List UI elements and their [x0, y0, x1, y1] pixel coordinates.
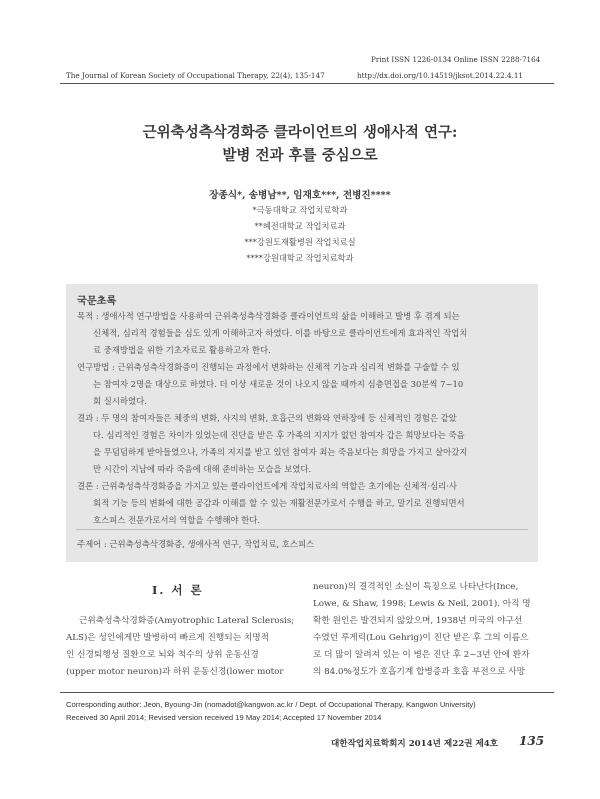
page-number: 135	[519, 734, 545, 748]
journal-footer: 대한작업치료학회지 2014년 제22권 제4호	[331, 739, 499, 749]
affiliation-2: **혜전대학교 작업치료과	[254, 221, 346, 231]
body-text-line: 수였던 루게릭(Lou Gehrig)이 진단 받은 후 그의 이름으	[313, 633, 529, 643]
body-text-line: 확한 원인은 발견되지 않았으며, 1938년 미국의 야구선	[313, 616, 523, 626]
author-list: 장종식*, 송병남**, 임재호***, 전병진****	[209, 190, 391, 201]
abstract-line: 결과 : 두 명의 참여자들은 체중의 변화, 사지의 변화, 호흡근의 변화와 연하장애 등 신체적인 경험은 같았	[77, 413, 457, 423]
abstract-line: 연구방법 : 근위축성측삭경화증이 진행되는 과정에서 변화하는 신체적 기능과 심리적 변화를 구술할 수 있	[77, 362, 460, 372]
corresponding-author: Corresponding author: Jeon, Byoung-Jin (nomadot@kangwon.ac.kr / Dept. of Occupational Therapy, Kangwon University)	[66, 700, 476, 709]
abstract-line: 회 실시하였다.	[93, 396, 147, 406]
received-dates: Received 30 April 2014; Revised version received 19 May 2014; Accepted 17 November 2014	[66, 713, 382, 722]
body-text-line: 로 더 많이 알려져 있는 이 병은 진단 후 2~3년 안에 환자	[313, 650, 530, 660]
abstract-heading: 국문초록	[77, 295, 117, 307]
abstract-line: 는 참여자 2명을 대상으로 하였다. 더 이상 새로운 것이 나오지 않을 때까지 심층면접을 30분씩 7~10	[93, 379, 464, 389]
body-text-line: Lowe, & Shaw, 1998; Lewis & Neil, 2001). 아직 명	[313, 599, 531, 609]
abstract-line: 만 시간이 지남에 따라 죽음에 대해 준비하는 모습을 보였다.	[93, 464, 312, 474]
abstract-line: 결론 : 근위축성측삭경화증을 가지고 있는 클라이언트에게 작업치료사의 역할은 초기에는 신체적·심리·사	[77, 481, 457, 491]
body-text-line: 인 신경퇴행성 질환으로 뇌와 척수의 상위 운동신경	[66, 650, 259, 660]
abstract-line: 회적 기능 등의 변화에 대한 공감과 이해를 할 수 있는 재활전문가로서 수행을 하고, 말기로 진행되면서	[93, 498, 465, 508]
body-text-line: 근위축성측삭경화증(Amyotrophic Lateral Sclerosis;	[79, 616, 295, 626]
body-text-line: (upper motor neuron)과 하위 운동신경(lower motor	[66, 667, 284, 677]
title-line-1: 근위축성측삭경화증 클라이언트의 생애사적 연구:	[142, 124, 458, 141]
keywords-divider	[76, 529, 528, 530]
abstract-line: 신체적, 심리적 경험들을 심도 있게 이해하고자 하였다. 이를 바탕으로 클라이언트에게 효과적인 작업치	[93, 328, 468, 338]
title-line-2: 발병 전과 후를 중심으로	[222, 147, 378, 164]
abstract-line: 다. 심리적인 경험은 차이가 있었는데 진단을 받은 후 가족의 지지가 없던 참여자 갑은 희망보다는 죽음	[93, 430, 465, 440]
journal-citation: The Journal of Korean Society of Occupational Therapy, 22(4), 135-147	[66, 71, 325, 80]
affiliation-1: *극동대학교 작업치료학과	[252, 205, 348, 215]
affiliation-3: ***강원도재활병원 작업치료실	[244, 237, 356, 247]
body-text-line: neuron)의 결격적인 소실이 특징으로 나타난다(Ince,	[313, 582, 519, 592]
abstract-line: 목적 : 생애사적 연구방법을 사용하여 근위축성측삭경화증 클라이언트의 삶을 이해하고 발병 후 겪게 되는	[77, 311, 460, 321]
abstract-line: 료 중재방법을 위한 기초자료로 활용하고자 한다.	[93, 345, 271, 355]
affiliation-4: ****강원대학교 작업치료학과	[246, 253, 354, 263]
section-heading-introduction: Ⅰ. 서 론	[152, 583, 204, 597]
header-rule	[60, 83, 554, 84]
body-text-line: 의 84.0%정도가 호흡기계 합병증과 호흡 부전으로 사망	[313, 667, 526, 677]
issn-info: Print ISSN 1226-0134 Online ISSN 2288-7164	[371, 55, 541, 64]
body-text-line: ALS)은 성인에게만 발병하여 빠르게 진행되는 치명적	[66, 633, 270, 643]
abstract-line: 을 무덤덤하게 받아들였으나, 가족의 지지를 받고 있던 참여자 최는 죽음보다는 희망을 가지고 살아갔지	[93, 447, 468, 457]
doi-link[interactable]: http://dx.doi.org/10.14519/jksot.2014.22.4.11	[357, 71, 524, 80]
keywords: 주제어 : 근위축성측삭경화증, 생애사적 연구, 작업치료, 호스피스	[77, 539, 315, 549]
abstract-line: 호스피스 전문가로서의 역할을 수행해야 한다.	[93, 515, 261, 525]
footer-rule	[60, 692, 554, 693]
